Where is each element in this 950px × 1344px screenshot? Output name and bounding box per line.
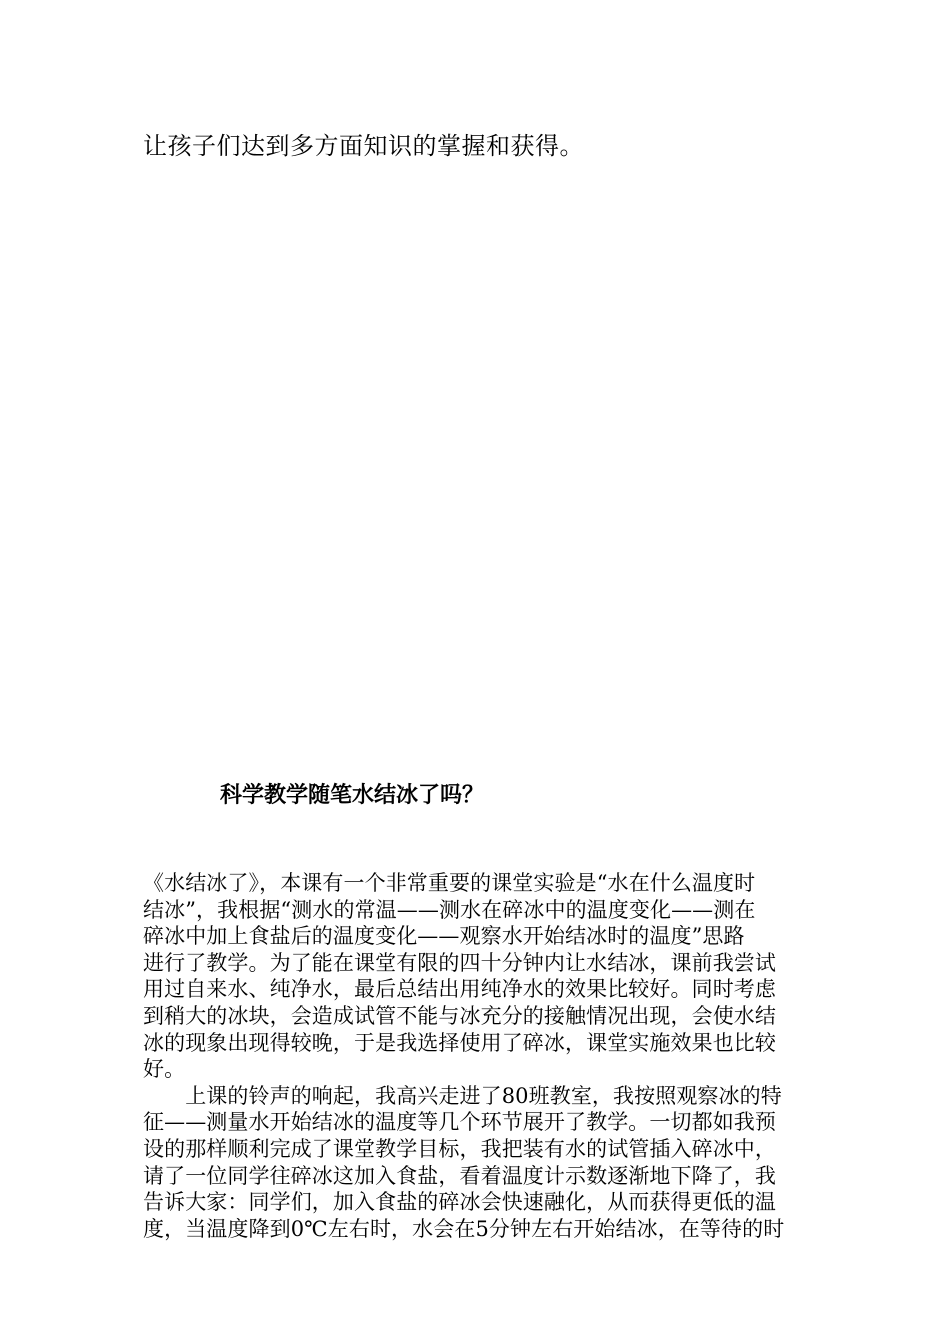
text-line: 设的那样顺利完成了课堂教学目标，我把装有水的试管插入碎冰中， xyxy=(143,1136,776,1161)
text-line: 好。 xyxy=(143,1057,186,1082)
text-line: 到稍大的冰块，会造成试管不能与冰充分的接触情况出现，会使水结 xyxy=(143,1003,776,1028)
article-body xyxy=(143,870,813,1242)
text-line: 请了一位同学往碎冰这加入食盐，看着温度计示数逐渐地下降了，我 xyxy=(143,1163,776,1188)
text-line: 告诉大家：同学们，加入食盐的碎冰会快速融化，从而获得更低的温 xyxy=(143,1190,776,1215)
paragraph-1 xyxy=(143,870,813,1083)
text-line: 征——测量水开始结冰的温度等几个环节展开了教学。一切都如我预 xyxy=(143,1110,776,1135)
text-line: 上课的铃声的响起，我高兴走进了80班教室，我按照观察冰的特 xyxy=(143,1083,782,1108)
page-title: 科学教学随笔水结冰了吗？ xyxy=(220,783,485,808)
text-line: 碎冰中加上食盐后的温度变化——观察水开始结冰时的温度”思路 xyxy=(143,924,745,949)
paragraph-2 xyxy=(143,1083,813,1243)
intro-line: 让孩子们达到多方面知识的掌握和获得。 xyxy=(143,132,584,160)
text-line: 度，当温度降到0℃左右时，水会在5分钟左右开始结冰，在等待的时 xyxy=(143,1216,785,1241)
text-line: 结冰”，我根据“测水的常温——测水在碎冰中的温度变化——测在 xyxy=(143,897,756,922)
text-line: 《水结冰了》，本课有一个非常重要的课堂实验是“水在什么温度时 xyxy=(143,871,756,895)
text-line: 用过自来水、纯净水，最后总结出用纯净水的效果比较好。同时考虑 xyxy=(143,977,776,1002)
text-line: 进行了教学。为了能在课堂有限的四十分钟内让水结冰，课前我尝试 xyxy=(143,950,776,975)
text-line: 冰的现象出现得较晚，于是我选择使用了碎冰，课堂实施效果也比较 xyxy=(143,1030,776,1055)
